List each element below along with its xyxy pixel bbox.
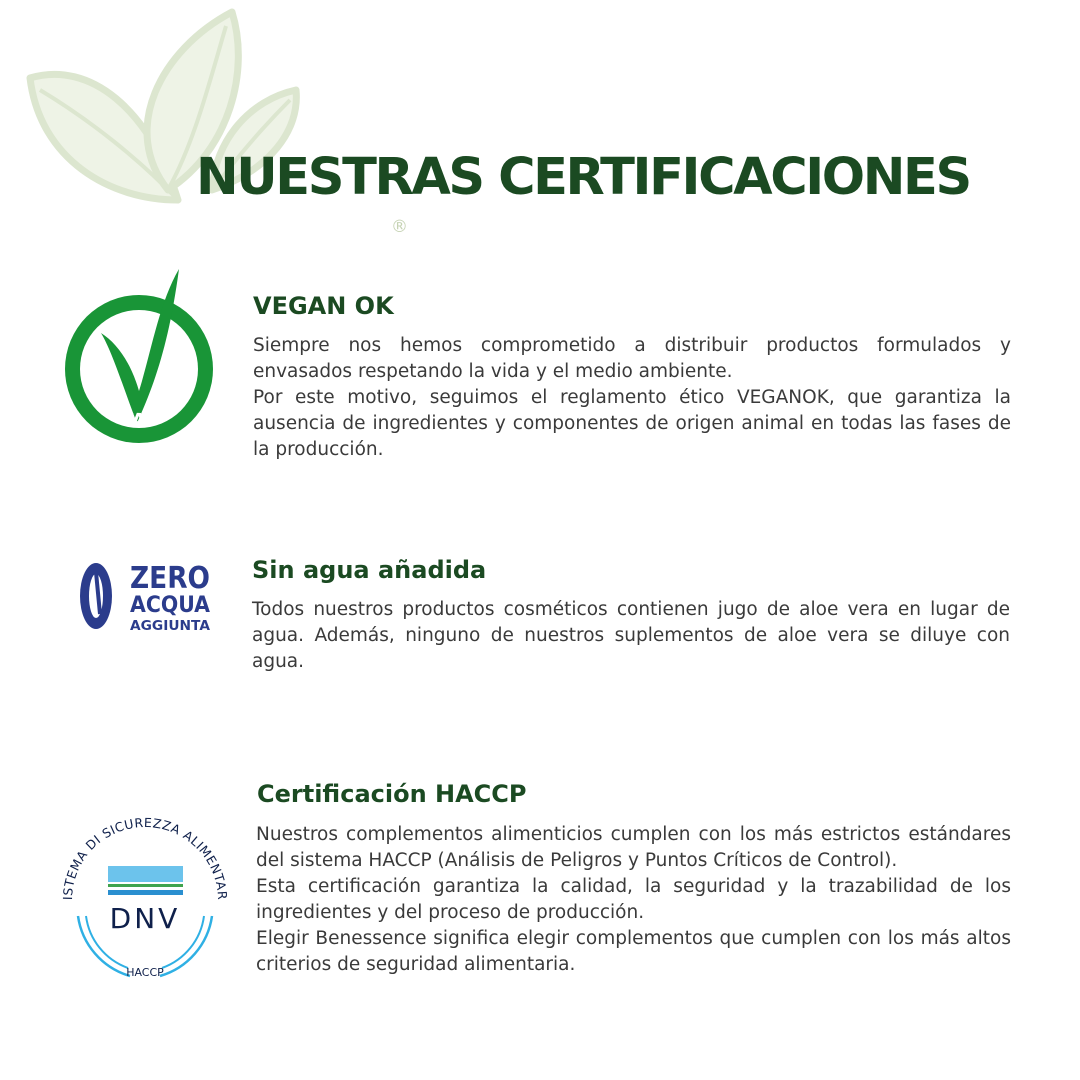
registered-mark: ® xyxy=(391,217,408,237)
section-text-sin-agua xyxy=(252,597,1010,675)
section-text-haccp xyxy=(256,822,1011,978)
section-heading-vegan-ok: VEGAN OK xyxy=(253,292,394,320)
haccp-label: HACCP xyxy=(126,966,164,979)
paragraph: Por este motivo, seguimos el reglamento ético VEGANOK, que garantiza la ausencia de ingredientes y componentes de origen animal en todas las fases de la producción. xyxy=(253,387,1011,460)
section-heading-haccp: Certificación HACCP xyxy=(257,780,527,808)
paragraph: Todos nuestros productos cosméticos contienen jugo de aloe vera en lugar de agua. Además, ninguno de nuestros suplementos de aloe vera se diluye con agua. xyxy=(252,599,1010,672)
haccp-ring-text: ISTEMA DI SICUREZZA ALIMENTAR xyxy=(59,814,231,901)
page-title: NUESTRAS CERTIFICACIONES xyxy=(196,148,970,207)
leaf-decoration xyxy=(0,0,340,260)
section-text-vegan-ok xyxy=(253,333,1011,463)
dnv-brand: DNV xyxy=(109,902,181,935)
veganok-logo-text: VEGANOK xyxy=(91,389,190,432)
zero-acqua-line1: ZERO xyxy=(130,561,210,596)
veganok-logo xyxy=(63,263,219,463)
zero-acqua-logo xyxy=(76,556,216,636)
dnv-haccp-logo xyxy=(52,804,238,988)
paragraph: Siempre nos hemos comprometido a distribuir productos formulados y envasados respetando la vida y el medio ambiente. xyxy=(253,335,1011,382)
paragraph: Esta certificación garantiza la calidad, la seguridad y la trazabilidad de los ingredientes y del proceso de producción. xyxy=(256,876,1011,923)
zero-acqua-line2: ACQUA xyxy=(130,593,210,618)
section-heading-sin-agua: Sin agua añadida xyxy=(252,556,487,584)
zero-acqua-line3: AGGIUNTA xyxy=(130,619,210,634)
paragraph: Elegir Benessence significa elegir complementos que cumplen con los más altos criterios de seguridad alimentaria. xyxy=(256,928,1011,975)
paragraph: Nuestros complementos alimenticios cumplen con los más estrictos estándares del sistema HACCP (Análisis de Peligros y Puntos Críticos de Control). xyxy=(256,824,1011,871)
